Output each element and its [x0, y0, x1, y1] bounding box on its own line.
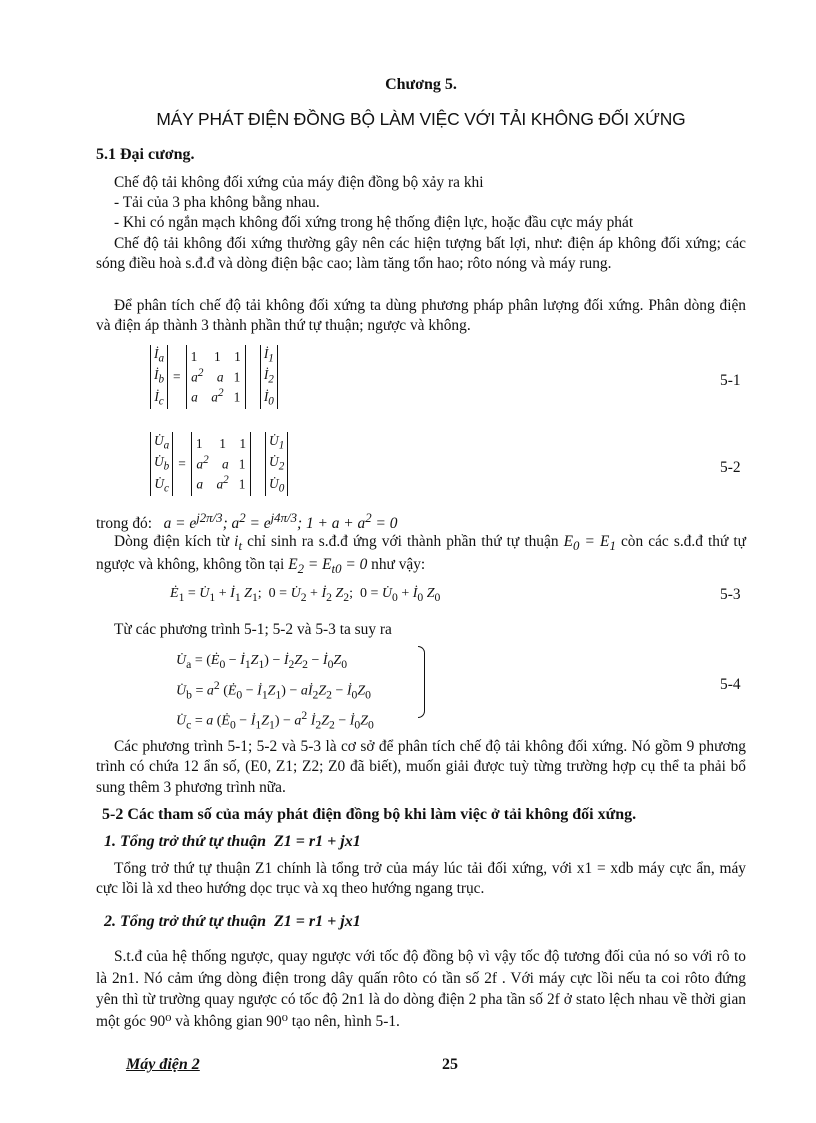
matrix-equation: $İ_a$ $İ_b$ $İ_c$ = 1 1 1 $a^2$ a 1 a $a^2$ 1 $İ_1$ $İ_2$ $İ_0$: [150, 345, 278, 409]
equation: $Ė_1$ = $U̇_1$ + $İ_1$ $Z_1$; $0 = U̇_2$ + $İ_2$ $Z_2$; $0 = U̇_0$ + $İ_0$ $Z_0$: [170, 586, 441, 604]
chapter-heading: Chương 5.: [385, 76, 457, 93]
subsection-heading: 1. Tổng trở thứ tự thuận Z1 = r1 + jx1: [104, 833, 361, 850]
matrix-equation: $U̇_a$ $U̇_b$ $U̇_c$ = 1 1 1 $a^2$ a 1 a $a^2$ 1 $U̇_1$ $U̇_2$ $U̇_0$: [150, 432, 288, 496]
equation-number: 5-3: [720, 586, 741, 603]
where-label: trong đó:: [96, 515, 153, 533]
bullet-item: - Khi có ngắn mạch không đối xứng trong hệ thống điện lực, hoặc đầu cực máy phát: [114, 214, 634, 231]
footer-book-title: Máy điện 2: [126, 1056, 200, 1073]
section-heading: 5.1 Đại cương.: [96, 146, 195, 163]
paragraph: Tổng trở thứ tự thuận Z1 chính là tổng trở của máy lúc tải đối xứng, với x1 = xdb máy cực ẩn, máy cực lồi là xd theo hướng dọc trục và xq theo hướng ngang trục.: [96, 860, 746, 898]
section-heading: 5-2 Các tham số của máy phát điện đồng bộ khi làm việc ở tải không đối xứng.: [102, 806, 637, 823]
equation-system: $U̇_a$ = ($Ė_0$ − $İ_1Z_1$) − $İ_2Z_2$ − $İ_0Z_0$ $U̇_b = a^2$ ($Ė_0$ − $İ_1Z_1$) − $aİ_2Z_2$ − $İ_0Z_0$ $U̇_c = a$ ($Ė_0$ − $İ_1Z_1) - a^2$ $İ_2Z_2$ − $İ_0Z_0$: [176, 653, 374, 732]
paragraph: S.t.đ của hệ thống ngược, quay ngược với tốc độ đồng bộ vì vậy tốc độ tương đối của nó so với rô to là 2n1. Nó cảm ứng dòng điện trong dây quấn rôto có tần số 2f . Với máy cực lồi nếu ta coi rôto đứng yên thì từ trường quay ngược có tốc độ 2n1 là do dòng điện 2 pha tần số 2f ở stato lệch nhau về thời gian một góc 90⁰ và không gian 90⁰ tạo nên, hình 5-1.: [96, 948, 746, 1030]
subsection-heading: 2. Tổng trở thứ tự thuận Z1 = r1 + jx1: [104, 913, 361, 930]
equation-number: 5-2: [720, 459, 741, 476]
equation-number: 5-1: [720, 372, 741, 389]
where-line: trong đó: $a = e^{j2\pi/3}$; $a^2 = e^{j4\pi/3}$; $1 + a + a^2 = 0$: [96, 511, 398, 533]
paragraph: Dòng điện kích từ $i_t$ chỉ sinh ra s.đ.đ ứng với thành phần thứ tự thuận $E_0 = E_1$ còn các s.đ.đ thứ tự ngược và không, không tồn tại $E_2 = E_{t0} = 0$ như vậy:: [96, 533, 747, 577]
paragraph: Các phương trình 5-1; 5-2 và 5-3 là cơ sở để phân tích chế độ tải không đối xứng. Nó gồm 9 phương trình có chứa 12 ẩn số, (E0, Z1; Z2; Z0 đã biết), muốn giải được tuỳ từng trường hợp cụ thể ta phải bổ sung thêm 3 phương trình nữa.: [96, 738, 746, 796]
brace: [418, 646, 425, 718]
paragraph: Từ các phương trình 5-1; 5-2 và 5-3 ta suy ra: [114, 621, 392, 638]
equation-number: 5-4: [720, 676, 741, 693]
page-number: 25: [442, 1056, 458, 1073]
paragraph: Chế độ tải không đối xứng thường gây nên các hiện tượng bất lợi, như: điện áp không đối xứng; các sóng điều hoà s.đ.đ và dòng điện bậc cao; làm tăng tổn hao; rôto nóng và máy rung.: [96, 235, 746, 273]
paragraph: Chế độ tải không đối xứng của máy điện đồng bộ xảy ra khi: [114, 174, 484, 191]
chapter-title: MÁY PHÁT ĐIỆN ĐỒNG BỘ LÀM VIỆC VỚI TẢI KHÔNG ĐỐI XỨNG: [156, 109, 686, 129]
bullet-item: - Tải của 3 pha không bằng nhau.: [114, 194, 320, 211]
paragraph: Để phân tích chế độ tải không đối xứng ta dùng phương pháp phân lượng đối xứng. Phân dòng điện và điện áp thành 3 thành phần thứ tự thuận; ngược và không.: [96, 297, 746, 335]
